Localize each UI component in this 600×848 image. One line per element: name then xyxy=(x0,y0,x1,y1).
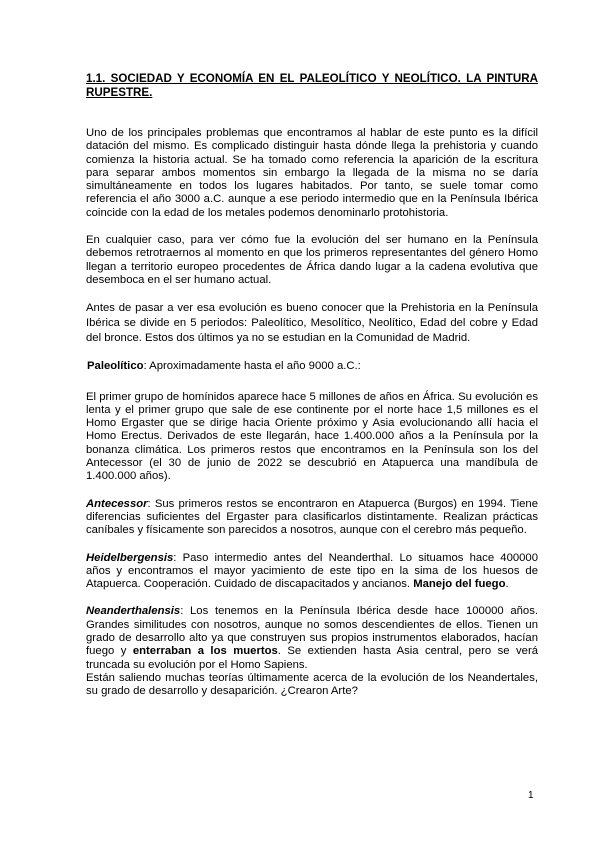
intro-paragraph-3: Antes de pasar a ver esa evolución es bueno conocer que la Prehistoria en la Península Ibérica se divide en 5 periodos: Paleolítico, Mesolítico, Neolítico, Edad del cobre y Edad del bronce. Estos dos últimos ya no se estudian en la Comunidad de Madrid. xyxy=(86,302,538,345)
neanderthalensis-paragraph xyxy=(86,605,538,671)
antecessor-paragraph xyxy=(86,498,538,538)
paleolithic-dates: : Aproximadamente hasta el año 9000 a.C.: xyxy=(143,360,361,373)
antecessor-term: Antecessor xyxy=(86,497,148,510)
antecessor-text: : Sus primeros restos se encontraron en Atapuerca (Burgos) en 1994. Tiene diferencias suficientes del Ergaster para clasificarlos distintamente. Realizan prácticas caníbales y físicamente son parecidos a nosotros, aunque con el cerebro más pequeño. xyxy=(86,497,538,537)
section-title: 1.1. SOCIEDAD Y ECONOMÍA EN EL PALEOLÍTICO Y NEOLÍTICO. LA PINTURA RUPESTRE. xyxy=(86,72,538,99)
heidelbergensis-term: Heidelbergensis xyxy=(86,551,174,564)
page-content xyxy=(86,72,538,699)
heidelbergensis-end: . xyxy=(505,578,509,591)
intro-paragraph-1: Uno de los principales problemas que encontramos al hablar de este punto es la difícil datación del mismo. Es complicado distinguir hasta dónde llega la prehistoria y cuando comienza la historia actual. Se ha tomado como referencia la aparición de la escritura para separar ambos momentos sin embargo la llegada de la misma no se daría simultáneamente en todos los lugares habitados. Por tanto, se suele tomar como referencia el año 3000 a.C. aunque a ese periodo intermedio que en la Península Ibérica coincide con la edad de los metales podemos denominarlo protohistoria. xyxy=(86,127,538,219)
heidelbergensis-text: : Paso intermedio antes del Neanderthal. Lo situamos hace 400000 años y encontramos el mayor yacimiento de este tipo en la sima de los huesos de Atapuerca. Cooperación. Cuidado de discapacitados y ancianos. xyxy=(86,551,538,591)
paleolithic-term: Paleolítico xyxy=(87,360,144,373)
neanderthalensis-extra: Están saliendo muchas teorías últimamente acerca de la evolución de los Neandertales, su grado de desarrollo y desaparición. ¿Crearon Arte? xyxy=(86,671,538,698)
paleolithic-paragraph: El primer grupo de homínidos aparece hace 5 millones de años en África. Su evolución es lenta y el primer grupo que sale de ese continente por el norte hace 1,5 millones es el Homo Ergaster que se dirige hacia Oriente próximo y Asia evolucionando allí hacia el Homo Erectus. Derivados de este llegarán, hace 1.400.000 años a la Península por la bonanza climática. Los primeros restos que encontramos en la Península son los del Antecessor (el 30 de junio de 2022 se descubrió en Atapuerca una mandíbula de 1.400.000 años). xyxy=(86,390,538,483)
paleolithic-heading xyxy=(87,360,538,373)
page-number: 1 xyxy=(528,790,534,801)
fire-handling-emphasis: Manejo del fuego xyxy=(413,578,506,591)
intro-paragraph-2: En cualquier caso, para ver cómo fue la evolución del ser humano en la Península debemos retrotraernos al momento en que los primeros representantes del género Homo llegan a territorio europeo procedentes de África dando lugar a la cadena evolutiva que desemboca en el ser humano actual. xyxy=(86,234,538,286)
neanderthalensis-term: Neanderthalensis xyxy=(86,605,181,618)
heidelbergensis-paragraph xyxy=(86,552,538,592)
neanderthalensis-text: : Los tenemos en la Península Ibérica desde hace 100000 años. Grandes similitudes con nosotros, aunque no somos descendientes de ellos. Tienen un grado de desarrollo alto ya que construyen sus propios instrumentos elaborados, hacían fuego y xyxy=(86,605,538,658)
burial-emphasis: enterraban a los muertos xyxy=(132,645,278,658)
neanderthalensis-end: . Se extienden hasta Asia central, pero se verá truncada su evolución por el Homo Sapiens. xyxy=(86,645,538,671)
